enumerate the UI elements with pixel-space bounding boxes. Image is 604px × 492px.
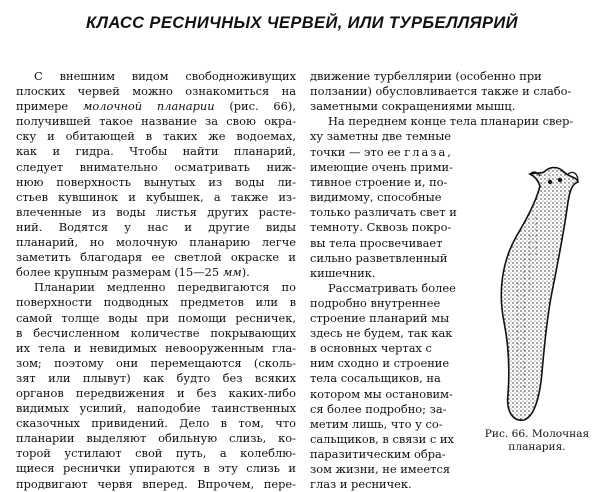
text-line: заметными сокращениями мышц. bbox=[310, 99, 516, 114]
text-line: тивное строение и, по- bbox=[310, 175, 448, 190]
text-line: нюю поверхность вынутых из воды ли- bbox=[16, 174, 296, 189]
text-line: глаз и ресничек. bbox=[310, 477, 412, 492]
text-line: планарии выделяют обильную слизь, ко- bbox=[16, 431, 296, 446]
text-line: движение турбеллярии (особенно при bbox=[310, 69, 542, 83]
text-line: только различать свет и bbox=[310, 205, 457, 220]
text-line: зом; поэтому они перемещаются (сколь- bbox=[16, 355, 296, 370]
text-line: ся более подробно; за- bbox=[310, 401, 447, 416]
text-line: ску и обитающей в таких же водоемах, bbox=[16, 129, 296, 144]
text-line: здесь не будем, так как bbox=[310, 326, 453, 341]
text-line: тела сосальщиков, на bbox=[310, 371, 441, 386]
right-column-top bbox=[310, 69, 592, 144]
text-line: стьев кувшинок и кубышек, а также из- bbox=[16, 189, 296, 204]
text-line: метим лишь, что у со- bbox=[310, 416, 443, 431]
planarian-illustration bbox=[480, 162, 590, 424]
text-line: получившей такое название за свою окра- bbox=[16, 114, 296, 129]
text-line: сильно разветвленный bbox=[310, 250, 448, 265]
right-column-narrow bbox=[310, 145, 473, 492]
text-line: в основных чертах с bbox=[310, 341, 432, 356]
text-line: в бесчисленном количестве покрывающих bbox=[16, 325, 296, 340]
text-line: ним сходно и строение bbox=[310, 356, 450, 371]
text-line: сальщиков, в связи с их bbox=[310, 431, 454, 446]
text-line: На переднем конце тела планарии свер- bbox=[328, 114, 574, 129]
text-line-with-term: точки — это ее глаза, bbox=[310, 145, 451, 159]
planarian-eye-left bbox=[548, 180, 552, 184]
text-line: самой толще воды при помощи ресничек, bbox=[16, 310, 296, 325]
caption-line: планария. bbox=[508, 441, 566, 453]
text-line-with-unit: более крупным размерам (15—25 мм). bbox=[16, 265, 250, 280]
text-line: темноту. Сквозь покро- bbox=[310, 220, 452, 235]
text-line: зом жизни, не имеется bbox=[310, 461, 451, 476]
text-line: влеченные из воды листья других расте- bbox=[16, 204, 296, 219]
figure-caption bbox=[478, 428, 596, 454]
text-line: планарий, но молочную планарию легче bbox=[16, 235, 296, 250]
text-line: видимых усилий, наподобие таинственных bbox=[16, 401, 296, 416]
text-line: продвигают червя вперед. Впрочем, пере- bbox=[16, 476, 296, 491]
text-line: имеющие очень прими- bbox=[310, 160, 453, 175]
text-line: видимому, способные bbox=[310, 190, 442, 205]
text-line: зят или плывут) как будто без всяких bbox=[16, 370, 296, 385]
text-line: Рассматривать более bbox=[328, 280, 456, 295]
text-line: вы тела просвечивает bbox=[310, 235, 443, 250]
text-line: Планарии медленно передвигаются по bbox=[34, 280, 296, 295]
text-line: С внешним видом свободноживущих bbox=[34, 69, 296, 83]
text-line: плоских червей можно ознакомиться на bbox=[16, 84, 296, 99]
text-line: заметить благодаря ее светлой окраске и bbox=[16, 250, 296, 265]
text-line: ху заметны две темные bbox=[310, 129, 452, 144]
text-line: органов передвижения и без каких-либо bbox=[16, 385, 296, 400]
text-line: как и гидра. Чтобы найти планарий, bbox=[16, 144, 296, 159]
text-line: кишечник. bbox=[310, 265, 376, 280]
text-line: щиеся реснички упираются в эту слизь и bbox=[16, 461, 296, 476]
text-line: ний. Водятся у нас и другие виды bbox=[16, 219, 296, 234]
left-column bbox=[16, 69, 296, 492]
text-line: строение планарий мы bbox=[310, 311, 450, 326]
text-line: торой устилают свой путь, а колеблю- bbox=[16, 446, 296, 461]
text-line: следует внимательно осматривать ниж- bbox=[16, 159, 296, 174]
text-line: поверхности подводных предметов или в bbox=[16, 295, 296, 310]
planarian-eye-right bbox=[558, 178, 562, 182]
text-line-with-term: примере молочной планарии (рис. 66), bbox=[16, 99, 296, 114]
text-line: котором мы остановим- bbox=[310, 386, 453, 401]
text-line: ползании) обусловливается также и слабо- bbox=[310, 84, 572, 99]
text-line: подробно внутреннее bbox=[310, 295, 441, 310]
section-title: КЛАСС РЕСНИЧНЫХ ЧЕРВЕЙ, ИЛИ ТУРБЕЛЛЯРИЙ bbox=[86, 14, 518, 32]
text-line: их тела и невидимых невооруженным гла- bbox=[16, 340, 296, 355]
text-line: паразитическим обра- bbox=[310, 446, 446, 461]
caption-line: Рис. 66. Молочная bbox=[484, 428, 590, 440]
text-line: сказочных привидений. Дело в том, что bbox=[16, 416, 296, 431]
